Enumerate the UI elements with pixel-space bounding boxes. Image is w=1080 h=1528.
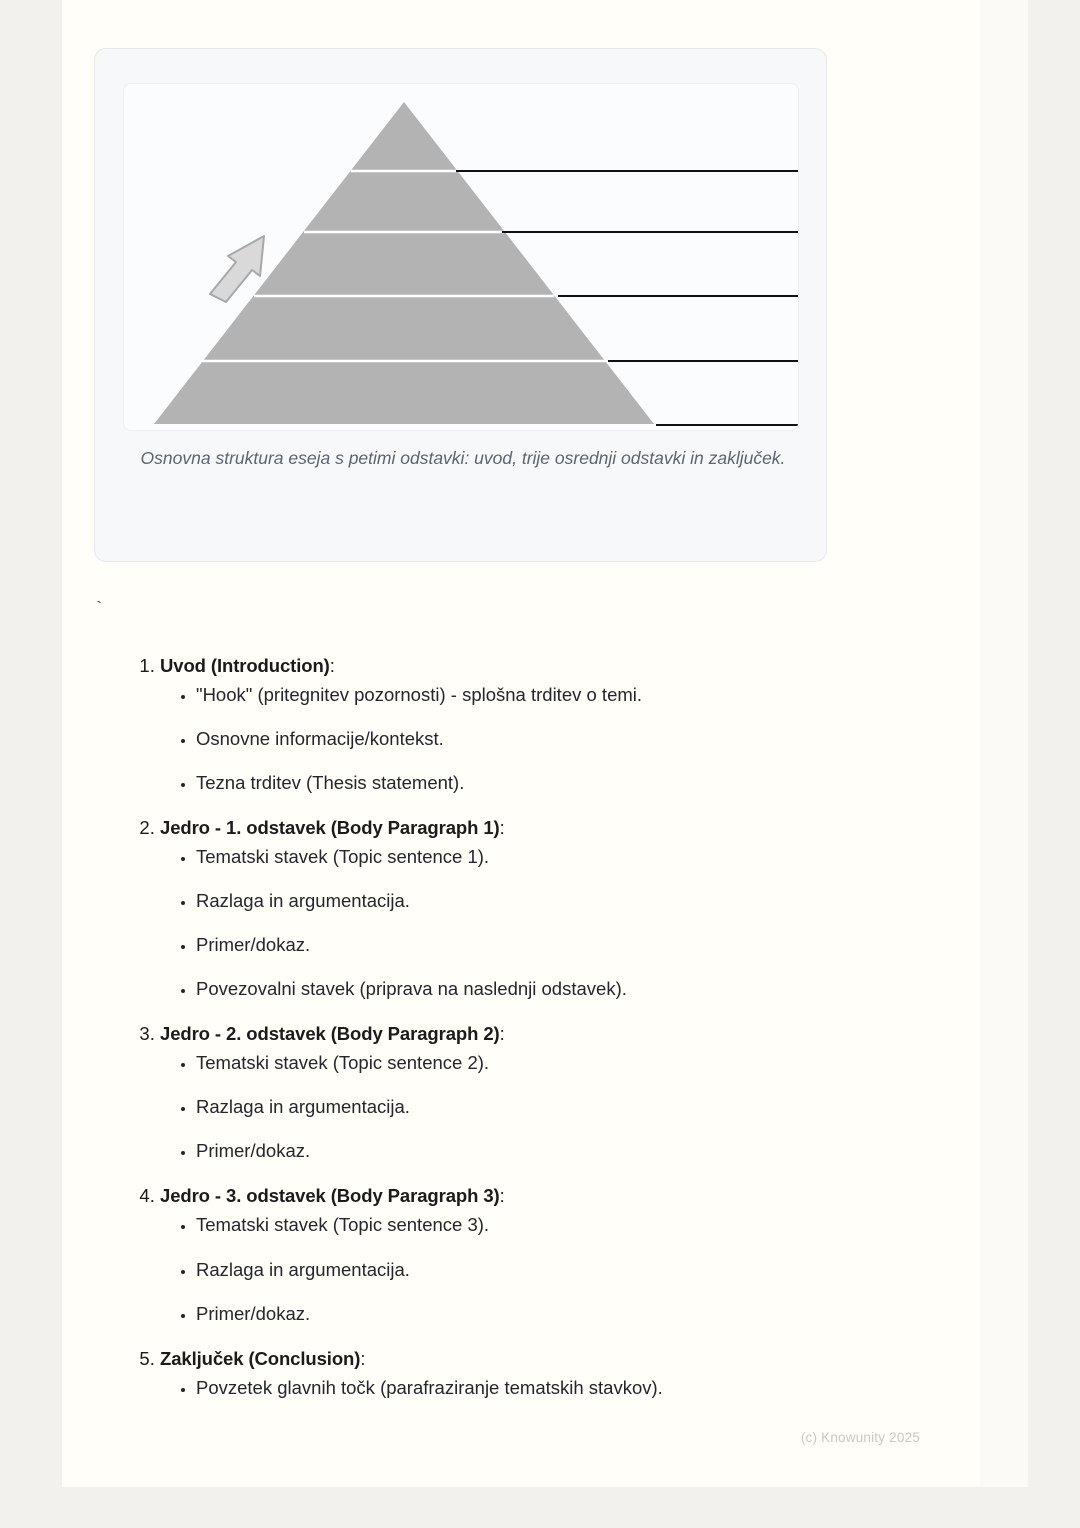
outline-step-title: Uvod (Introduction) <box>160 655 330 676</box>
list-item: • Tezna trditev (Thesis statement). <box>196 771 934 795</box>
outline-sublist <box>160 683 934 795</box>
upward-arrow-icon <box>210 236 264 302</box>
stray-backtick: ` <box>94 600 105 619</box>
pyramid-shape <box>154 102 654 424</box>
list-item: • Tematski stavek (Topic sentence 2). <box>196 1051 934 1075</box>
list-item: • Osnovne informacije/kontekst. <box>196 727 934 751</box>
list-item: • "Hook" (pritegnitev pozornosti) - splošna trditev o temi. <box>196 683 934 707</box>
list-item <box>160 655 934 795</box>
list-item: • Razlaga in argumentacija. <box>196 1095 934 1119</box>
figure-image-area <box>123 83 799 431</box>
list-item <box>160 1185 934 1325</box>
outline-step-colon: : <box>499 1023 505 1045</box>
list-item: • Primer/dokaz. <box>196 1139 934 1163</box>
list-item: • Tematski stavek (Topic sentence 1). <box>196 845 934 869</box>
outline-step-title: Jedro - 2. odstavek (Body Paragraph 2) <box>160 1023 500 1045</box>
list-item <box>160 817 934 1001</box>
list-item <box>160 1348 934 1400</box>
outline-step-colon: : <box>499 1185 505 1207</box>
outline-step-colon: : <box>360 1347 366 1369</box>
outline-list <box>94 655 934 1400</box>
watermark: (c) Knowunity 2025 <box>800 1430 920 1445</box>
outline-step-title: Jedro - 1. odstavek (Body Paragraph 1) <box>160 817 500 839</box>
list-item: • Povzetek glavnih točk (parafraziranje tematskih stavkov). <box>196 1376 934 1400</box>
page-right-gutter <box>980 0 1028 1487</box>
list-item: • Primer/dokaz. <box>196 933 934 957</box>
outline-sublist <box>160 845 934 1001</box>
figure-caption: Osnovna struktura eseja s petimi odstavki: uvod, trije osrednji odstavki in zaključek. <box>140 448 786 468</box>
essay-structure-outline <box>94 655 934 1422</box>
outline-sublist <box>160 1051 934 1163</box>
list-item: • Primer/dokaz. <box>196 1302 934 1326</box>
outline-sublist <box>160 1213 934 1325</box>
outline-step-title: Jedro - 3. odstavek (Body Paragraph 3) <box>160 1185 500 1207</box>
outline-step-colon: : <box>329 655 335 676</box>
list-item: • Razlaga in argumentacija. <box>196 889 934 913</box>
outline-step-title: Zaključek (Conclusion) <box>160 1347 361 1369</box>
document-page <box>62 0 980 1487</box>
figure-card <box>94 48 827 562</box>
list-item: • Tematski stavek (Topic sentence 3). <box>196 1213 934 1237</box>
list-item: • Povezovalni stavek (priprava na naslednji odstavek). <box>196 977 934 1001</box>
list-item <box>160 1023 934 1163</box>
list-item: • Razlaga in argumentacija. <box>196 1258 934 1282</box>
outline-step-colon: : <box>499 817 505 839</box>
outline-sublist <box>160 1376 934 1400</box>
pyramid-diagram <box>124 84 798 430</box>
